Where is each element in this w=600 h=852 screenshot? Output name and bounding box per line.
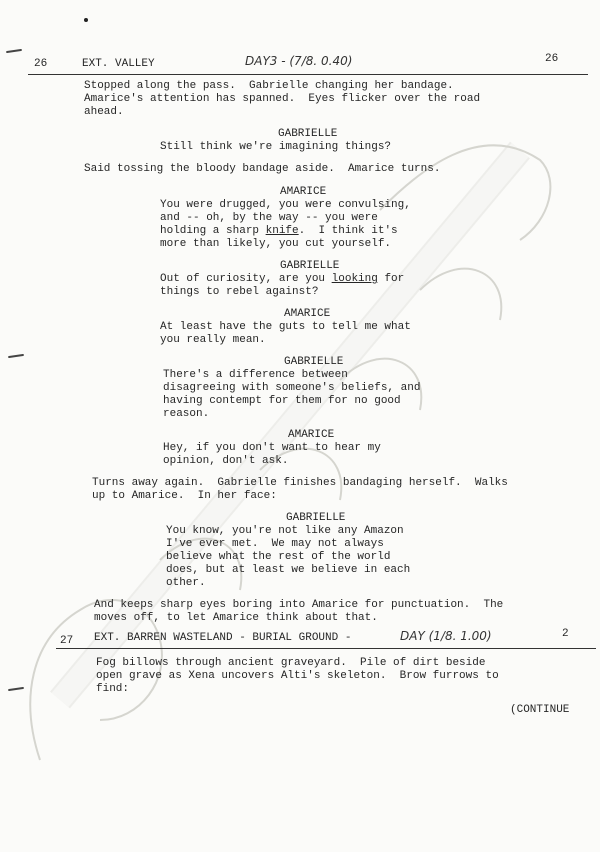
scene-heading: EXT. VALLEY xyxy=(82,58,155,70)
character-name: GABRIELLE xyxy=(286,512,346,524)
dialogue-line: having contempt for them for no good xyxy=(163,395,401,407)
action-line: open grave as Xena uncovers Alti's skeleton. Brow furrows to xyxy=(96,670,499,682)
binder-hole-mark xyxy=(6,49,22,53)
handwritten-day-note: DAY (1/8. 1.00) xyxy=(400,629,492,643)
action-line: find: xyxy=(96,683,130,695)
action-line: Fog billows through ancient graveyard. Pile of dirt beside xyxy=(96,657,486,669)
scene-number-right: 26 xyxy=(545,53,559,65)
heading-rule xyxy=(56,648,596,649)
dialogue-line: holding a sharp knife. I think it's xyxy=(160,225,398,237)
binder-hole-mark xyxy=(8,687,24,691)
binder-hole-mark xyxy=(8,354,24,358)
character-name: AMARICE xyxy=(280,186,327,198)
dialogue-line: and -- oh, by the way -- you were xyxy=(160,212,378,224)
scene-number-right: 2 xyxy=(562,628,569,640)
dialogue-line: you really mean. xyxy=(160,334,266,346)
dialogue-line: opinion, don't ask. xyxy=(163,455,289,467)
dialogue-line: things to rebel against? xyxy=(160,286,319,298)
dialogue-line: Still think we're imagining things? xyxy=(160,141,392,153)
heading-rule xyxy=(28,74,588,75)
action-line: moves off, to let Amarice think about that. xyxy=(94,612,378,624)
dialogue-line: does, but at least we believe in each xyxy=(166,564,411,576)
dialogue-line: There's a difference between xyxy=(163,369,348,381)
handwritten-day-note: DAY3 - (7/8. 0.40) xyxy=(245,54,353,68)
dialogue-line: other. xyxy=(166,577,206,589)
dialogue-line: At least have the guts to tell me what xyxy=(160,321,411,333)
scene-heading: EXT. BARREN WASTELAND - BURIAL GROUND - xyxy=(94,632,359,644)
character-name: AMARICE xyxy=(284,308,331,320)
dialogue-line: Out of curiosity, are you looking for xyxy=(160,273,405,285)
character-name: AMARICE xyxy=(288,429,335,441)
dialogue-line: more than likely, you cut yourself. xyxy=(160,238,392,250)
character-name: GABRIELLE xyxy=(284,356,344,368)
script-page: 26 EXT. VALLEY DAY3 - (7/8. 0.40) 26 Stopped along the pass. Gabrielle changing her bandage. Amarice's attention has spanned. Eyes flicker over the road ahead. GABRIELLE Still think we're imagining things? Said tossing the bloody bandage aside. Amarice turns. AMARICE You were drugged, you were convulsing, and -- oh, by the way -- you were holding a sharp knife. I think it's more than likely, you cut yourself. GABRIELLE Out of curiosity, are you looking for things to rebel against? AMARICE At least have the guts to tell me what you really mean. GABRIELLE There's a difference between disagreeing with someone's beliefs, and having contempt for them for no good reason. AMARICE Hey, if you don't want to hear my opinion, don't ask. Turns away again. Gabrielle finishes bandaging herself. Walks up to Amarice. In her face: GABRIELLE You know, you're not like any Amazon I've ever met. We may not always believe what the rest of the world does, but at least we believe in each other. And keeps sharp eyes boring into Amarice for punctuation. The moves off, to let Amarice think about that. 27 EXT. BARREN WASTELAND - BURIAL GROUND - DAY (1/8. 1.00) 2 Fog billows through ancient graveyard. Pile of dirt beside open grave as Xena uncovers Alti's skeleton. Brow furrows to find: (CONTINUE xyxy=(0,0,600,852)
dialogue-line: disagreeing with someone's beliefs, and xyxy=(163,382,421,394)
action-line: up to Amarice. In her face: xyxy=(92,490,277,502)
dialogue-line: You know, you're not like any Amazon xyxy=(166,525,404,537)
action-line: And keeps sharp eyes boring into Amarice for punctuation. The xyxy=(94,599,504,611)
action-line: Turns away again. Gabrielle finishes bandaging herself. Walks xyxy=(92,477,508,489)
dialogue-line: reason. xyxy=(163,408,210,420)
dialogue-line: I've ever met. We may not always xyxy=(166,538,384,550)
dialogue-line: Hey, if you don't want to hear my xyxy=(163,442,381,454)
dialogue-line: You were drugged, you were convulsing, xyxy=(160,199,411,211)
character-name: GABRIELLE xyxy=(280,260,340,272)
scene-number-left: 26 xyxy=(34,58,48,70)
continued-marker: (CONTINUE xyxy=(510,704,570,716)
action-line: Said tossing the bloody bandage aside. Amarice turns. xyxy=(84,163,441,175)
punch-dot xyxy=(84,18,88,22)
dialogue-line: believe what the rest of the world xyxy=(166,551,391,563)
scene-number-left: 27 xyxy=(60,635,74,647)
character-name: GABRIELLE xyxy=(278,128,338,140)
